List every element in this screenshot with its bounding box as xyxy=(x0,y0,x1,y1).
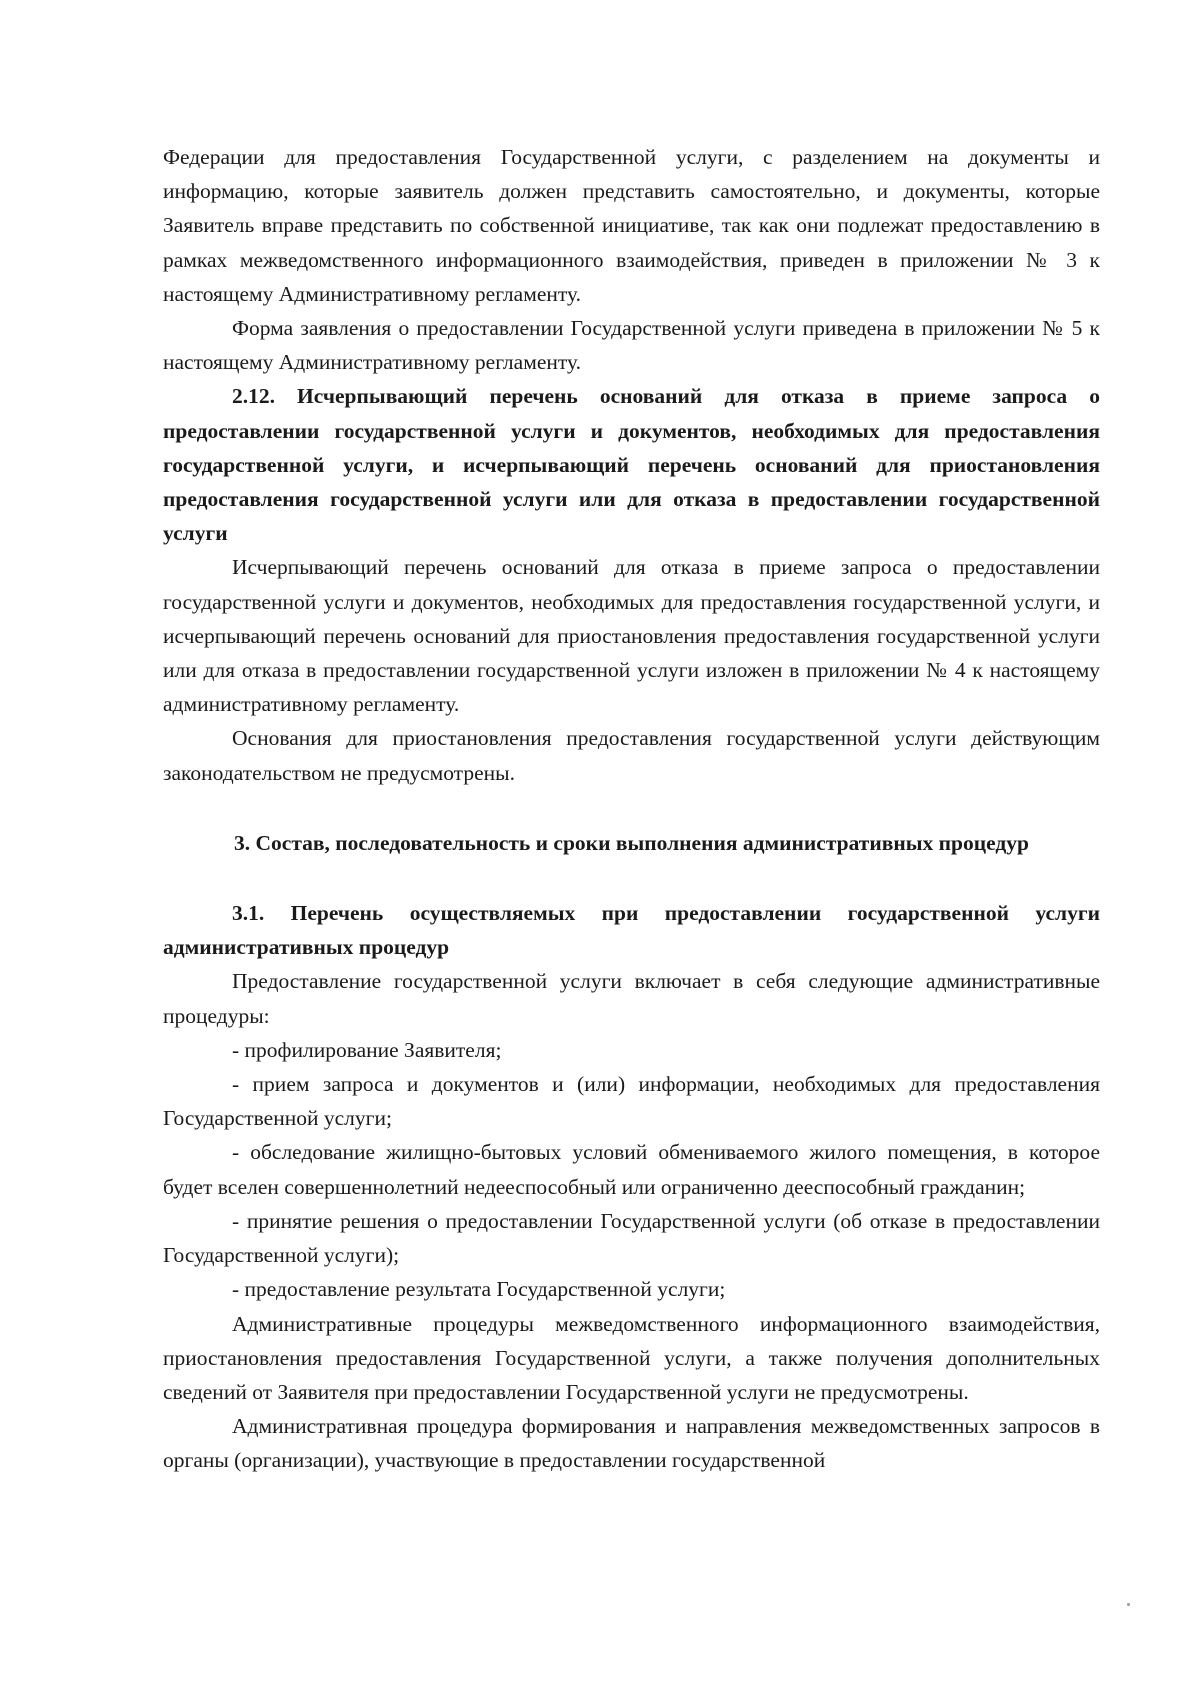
paragraph-suspension-grounds: Основания для приостановления предоставления государственной услуги действующим законодательством не предусмотрены. xyxy=(163,726,1100,785)
paragraph-application-form: Форма заявления о предоставлении Государственной услуги приведена в приложении № 5 к настоящему Административному регламенту. xyxy=(163,316,1100,375)
list-item-result-provision: - предоставление результата Государственной услуги; xyxy=(232,1277,726,1302)
paragraph-interagency-requests: Административная процедура формирования и направления межведомственных запросов в органы (организации), участвующие в предоставлении государственной xyxy=(163,1414,1100,1473)
scan-speck xyxy=(1127,1603,1130,1606)
paragraph-procedures-intro: Предоставление государственной услуги включает в себя следующие административные процедуры: xyxy=(163,969,1100,1028)
heading-3-1: 3.1. Перечень осуществляемых при предоставлении государственной услуги административных процедур xyxy=(163,901,1100,960)
paragraph-refusal-grounds: Исчерпывающий перечень оснований для отказа в приеме запроса о предоставлении государственной услуги и документов, необходимых для предоставления государственной услуги, и исчерпывающий перечень оснований для приостановления предоставления государственной услуги или для отказа в предоставлении государственной услуги изложен в приложении № 4 к настоящему административному регламенту. xyxy=(163,555,1100,717)
list-item-housing-inspection: - обследование жилищно-бытовых условий обмениваемого жилого помещения, в которое будет вселен совершеннолетний недееспособный или ограниченно дееспособный гражданин; xyxy=(163,1140,1100,1199)
list-item-decision: - принятие решения о предоставлении Государственной услуги (об отказе в предоставлении Государственной услуги); xyxy=(163,1208,1100,1268)
heading-2-12: 2.12. Исчерпывающий перечень оснований для отказа в приеме запроса о предоставлении государственной услуги и документов, необходимых для предоставления государственной услуги, и исчерпывающий перечень оснований для приостановления предоставления государственной услуги или для отказа в предоставлении государственной услуги xyxy=(163,384,1100,546)
list-item-request-reception: - прием запроса и документов и (или) информации, необходимых для предоставления Государственной услуги; xyxy=(163,1072,1100,1131)
paragraph-not-provided-procedures: Административные процедуры межведомственного информационного взаимодействия, приостановления предоставления Государственной услуги, а также получения дополнительных сведений от Заявителя при предоставлении Государственной услуги не предусмотрены. xyxy=(163,1311,1100,1404)
paragraph-required-documents: Федерации для предоставления Государственной услуги, с разделением на документы и информацию, которые заявитель должен представить самостоятельно, и документы, которые Заявитель вправе представить по собственной инициативе, так как они подлежат предоставлению в рамках межведомственного информационного взаимодействия, приведен в приложении № 3 к настоящему Административному регламенту. xyxy=(163,145,1100,306)
document-page xyxy=(163,140,1100,1478)
section-3-title: 3. Состав, последовательность и сроки выполнения административных процедур xyxy=(234,830,1029,855)
list-item-profiling: - профилирование Заявителя; xyxy=(232,1037,502,1062)
